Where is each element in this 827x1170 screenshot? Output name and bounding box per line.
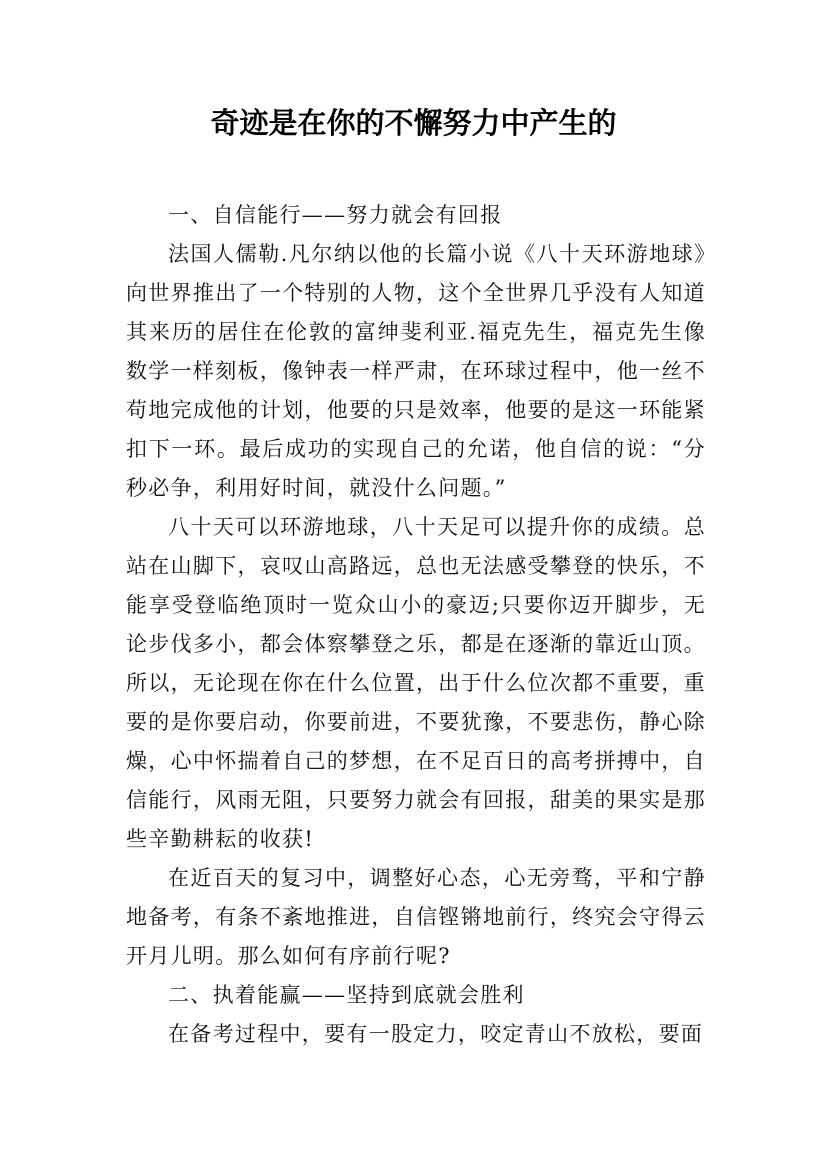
section-heading-1: 一、自信能行——努力就会有回报: [168, 203, 503, 227]
paragraph: 在备考过程中，要有一股定力，咬定青山不放松，要面: [168, 1022, 704, 1046]
paragraph: 在近百天的复习中，调整好心态，心无旁骛，平和宁静地备考，有条不紊地推进，自信铿锵地前行，终究会守得云开月儿明。那么如何有序前行呢?: [126, 866, 706, 968]
paragraph: 法国人儒勒.凡尔纳以他的长篇小说《八十天环游地球》向世界推出了一个特别的人物，这个全世界几乎没有人知道其来历的居住在伦敦的富绅斐利亚.福克先生，福克先生像数学一样刻板，像钟表一样严肃，在环球过程中，他一丝不苟地完成他的计划，他要的只是效率，他要的是这一环能紧扣下一环。最后成功的实现自己的允诺，他自信的说：“分秒必争，利用好时间，就没什么问题。”: [126, 242, 706, 500]
section-heading-2: 二、执着能赢——坚持到底就会胜利: [168, 983, 525, 1007]
paragraph: 八十天可以环游地球，八十天足可以提升你的成绩。总站在山脚下，哀叹山高路远，总也无法感受攀登的快乐，不能享受登临绝顶时一览众山小的豪迈;只要你迈开脚步，无论步伐多小，都会体察攀登之乐，都是在逐渐的靠近山顶。所以，无论现在你在什么位置，出于什么位次都不重要，重要的是你要启动，你要前进，不要犹豫，不要悲伤，静心除燥，心中怀揣着自己的梦想，在不足百日的高考拼搏中，自信能行，风雨无阻，只要努力就会有回报，甜美的果实是那些辛勤耕耘的收获!: [126, 515, 706, 851]
document-title: 奇迹是在你的不懈努力中产生的: [210, 106, 617, 140]
document-body: [126, 196, 706, 1054]
